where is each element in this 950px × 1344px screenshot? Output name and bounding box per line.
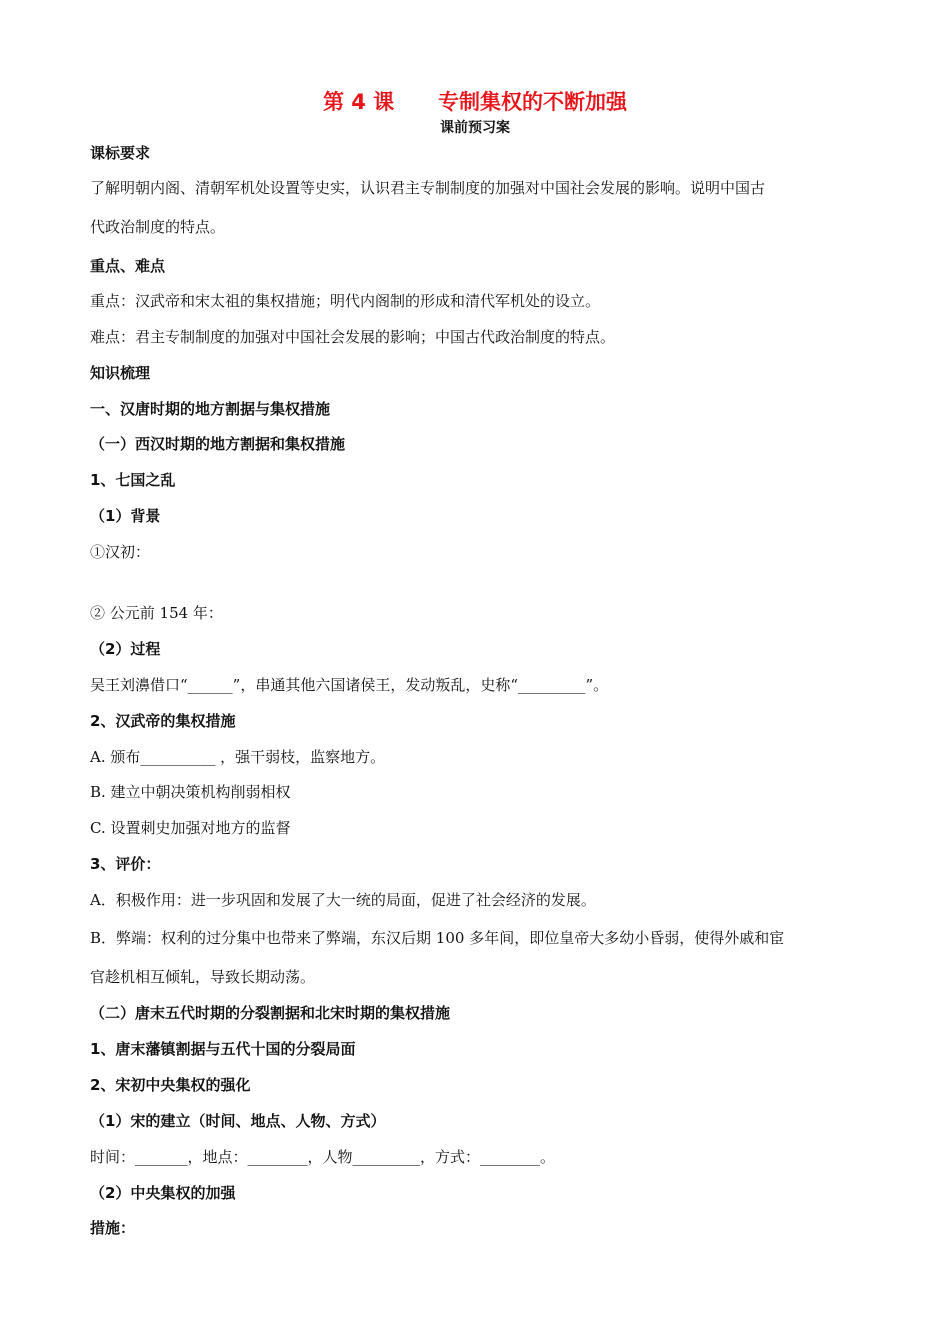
body-text-line: ② 公元前 154 年： [90, 604, 223, 622]
body-text-line: 了解明朝内阁、清朝军机处设置等史实，认识君主专制制度的加强对中国社会发展的影响。说明中国古 [90, 179, 766, 197]
section-heading: 2、宋初中央集权的强化 [90, 1076, 251, 1094]
body-text-line: B. 建立中朝决策机构削弱相权 [90, 783, 291, 801]
section-heading: 2、汉武帝的集权措施 [90, 712, 236, 730]
section-heading: （二）唐末五代时期的分裂割据和北宋时期的集权措施 [90, 1004, 451, 1022]
body-text-line: 官趁机相互倾轧，导致长期动荡。 [90, 968, 316, 986]
section-heading: 1、唐末藩镇割据与五代十国的分裂局面 [90, 1040, 356, 1058]
body-text-line: 吴王刘濞借口“______”，串通其他六国诸侯王，发动叛乱，史称“_________”。 [90, 676, 609, 694]
lesson-title: 第 4 课 专制集权的不断加强 [322, 90, 628, 114]
section-heading: 重点、难点 [90, 257, 166, 275]
section-heading: （一）西汉时期的地方割据和集权措施 [90, 435, 346, 453]
lesson-subtitle: 课前预习案 [440, 120, 510, 136]
section-heading: 一、汉唐时期的地方割据与集权措施 [90, 400, 331, 418]
section-heading: （1）宋的建立（时间、地点、人物、方式） [90, 1112, 386, 1130]
body-text-line: ①汉初： [90, 543, 151, 561]
body-text-line: A. 颁布__________ ，强干弱枝，监察地方。 [90, 748, 386, 766]
section-heading: （2）过程 [90, 640, 161, 658]
body-text-line: 难点：君主专制制度的加强对中国社会发展的影响；中国古代政治制度的特点。 [90, 328, 616, 346]
body-text-line: 代政治制度的特点。 [90, 218, 226, 236]
section-heading: 3、评价： [90, 855, 161, 873]
section-heading: （2）中央集权的加强 [90, 1184, 236, 1202]
section-heading: 知识梳理 [90, 364, 151, 382]
body-text-line: 时间：_______，地点：________，人物_________，方式：________。 [90, 1148, 556, 1166]
body-text-line: 重点：汉武帝和宋太祖的集权措施；明代内阁制的形成和清代军机处的设立。 [90, 292, 601, 310]
body-text-line: C. 设置刺史加强对地方的监督 [90, 819, 291, 837]
body-text-line: B．弊端：权利的过分集中也带来了弊端，东汉后期 100 多年间，即位皇帝大多幼小昏弱，使得外戚和宦 [90, 929, 785, 947]
section-heading: 课标要求 [90, 144, 151, 162]
section-heading: （1）背景 [90, 507, 161, 525]
body-text-line: A．积极作用：进一步巩固和发展了大一统的局面，促进了社会经济的发展。 [90, 891, 596, 909]
section-heading: 措施： [90, 1219, 136, 1237]
section-heading: 1、七国之乱 [90, 471, 176, 489]
